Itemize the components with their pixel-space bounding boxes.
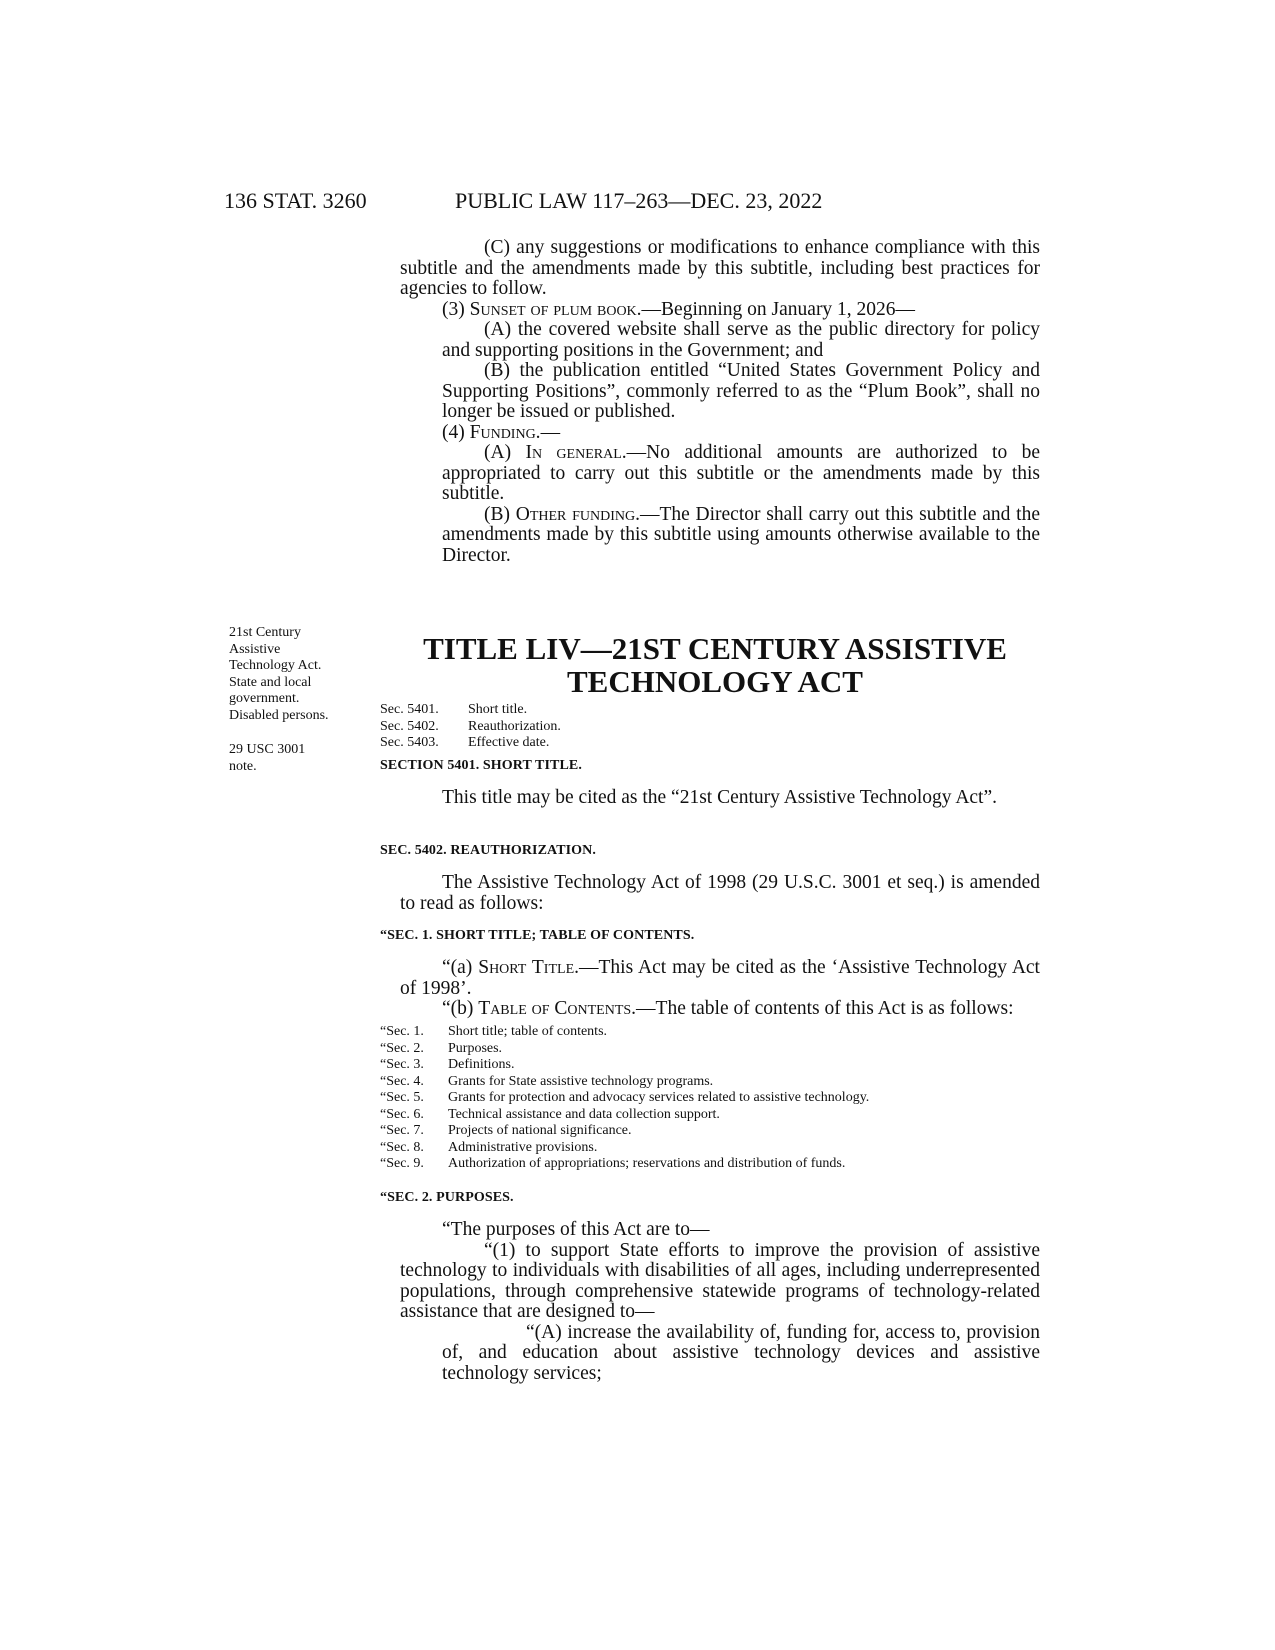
running-header: PUBLIC LAW 117–263—DEC. 23, 2022	[455, 188, 823, 213]
section-5401-heading: SECTION 5401. SHORT TITLE.	[380, 758, 582, 773]
purpose-1-a: “(A) increase the availability of, funding for, access to, provision of, and education about assistive technology devices and assistive technology services;	[442, 1321, 1040, 1384]
paragraph-c: (C) any suggestions or modifications to enhance compliance with this subtitle and the amendments made by this subtitle, including best practices for agencies to follow.	[400, 237, 1040, 299]
section-5401-body: This title may be cited as the “21st Century Assistive Technology Act”.	[442, 787, 998, 808]
act-section-1-heading: “SEC. 1. SHORT TITLE; TABLE OF CONTENTS.	[380, 928, 695, 943]
page-reference: 136 STAT. 3260	[224, 188, 367, 213]
paragraph-4-b: (B) Other funding.—The Director shall carry out this subtitle and the amendments made by this subtitle using amounts otherwise available to the Director.	[442, 503, 1040, 566]
paragraph-4-a-heading: In general.	[525, 442, 627, 463]
section-5402-body: The Assistive Technology Act of 1998 (29 U.S.C. 3001 et seq.) is amended to read as follows:	[400, 872, 1040, 914]
toc-row: Sec. 5403. Effective date.	[380, 735, 550, 750]
paragraph-3-a: (A) the covered website shall serve as the public directory for policy and supporting positions in the Government; and	[442, 319, 1040, 361]
paragraph-3-b: (B) the publication entitled “United States Government Policy and Supporting Positions”, commonly referred to as the “Plum Book”, shall no longer be issued or published.	[442, 360, 1040, 422]
toc-row: “Sec. 4. Grants for State assistive technology programs.	[380, 1073, 714, 1089]
section-5402-heading: SEC. 5402. REAUTHORIZATION.	[380, 843, 596, 858]
toc-row: “Sec. 5. Grants for protection and advocacy services related to assistive technology.	[380, 1090, 870, 1105]
paragraph-3: (3) Sunset of plum book.—Beginning on January 1, 2026—	[442, 298, 916, 320]
act-section-1-body	[400, 958, 1040, 1020]
toc-row: “Sec. 8. Administrative provisions.	[380, 1139, 598, 1155]
toc-row: “Sec. 2. Purposes.	[380, 1040, 503, 1056]
toc-row: “Sec. 9. Authorization of appropriations; reservations and distribution of funds.	[380, 1156, 846, 1171]
act-section-2-heading: “SEC. 2. PURPOSES.	[380, 1190, 514, 1205]
paragraph-4-heading: Funding.	[469, 421, 541, 443]
paragraph-3-heading: Sunset of plum book.	[469, 298, 642, 320]
purpose-1: “(1) to support State efforts to improve the provision of assistive technology to individuals with disabilities of all ages, including underrepresented populations, through comprehensive statewide programs of technology-related assistance that are designed to—	[400, 1239, 1040, 1322]
toc-row: “Sec. 1. Short title; table of contents.	[380, 1024, 608, 1039]
margin-note-act: 21st Century Assistive Technology Act. State and local government. Disabled persons.	[229, 625, 329, 723]
subsection-a: “(a) Short Title.—This Act may be cited as the ‘Assistive Technology Act of 1998’.	[400, 957, 1040, 999]
paragraph-4: (4) Funding.—	[442, 421, 561, 443]
subsection-b: “(b) Table of Contents.—The table of contents of this Act is as follows:	[442, 998, 1014, 1019]
toc-row: Sec. 5402. Reauthorization.	[380, 718, 561, 734]
toc-row: “Sec. 3. Definitions.	[380, 1057, 515, 1072]
toc-row: Sec. 5401. Short title.	[380, 702, 528, 717]
title-toc	[380, 702, 561, 752]
paragraph-4-a: (A) In general.—No additional amounts are authorized to be appropriated to carry out this subtitle or the amendments made by this subtitle.	[442, 442, 1040, 504]
purposes-intro: “The purposes of this Act are to—	[442, 1219, 710, 1240]
title-heading: TITLE LIV—21ST CENTURY ASSISTIVE TECHNOLOGY ACT	[423, 631, 1007, 699]
margin-note-usc: 29 USC 3001 note.	[229, 742, 306, 774]
toc-row: “Sec. 6. Technical assistance and data collection support.	[380, 1106, 720, 1122]
act-toc	[380, 1024, 869, 1173]
top-continuation	[400, 238, 1040, 566]
toc-row: “Sec. 7. Projects of national significance.	[380, 1123, 632, 1138]
act-section-2-body	[400, 1220, 1040, 1384]
paragraph-4-b-heading: Other funding.	[515, 503, 640, 525]
